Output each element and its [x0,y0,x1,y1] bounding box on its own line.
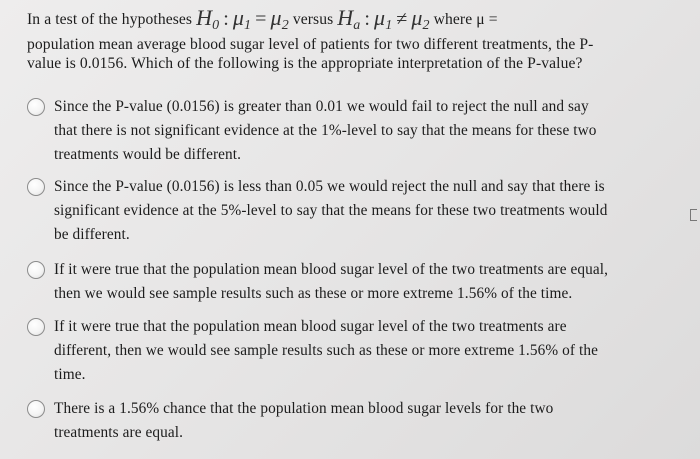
ha-mu2: μ [411,5,423,30]
radio-button-option-5[interactable] [27,400,45,418]
colon-sep-2: : [364,8,371,30]
option-3-line-1: If it were true that the population mean blood sugar level of the two treatments are equal, [54,261,609,278]
option-1-text [54,95,694,167]
h0-mu1: μ [232,5,245,30]
radio-button-option-2[interactable] [27,178,45,196]
question-prefix: In a test of the hypotheses [27,11,193,28]
question-line-3: value is 0.0156. Which of the following is the appropriate interpretation of the P-value? [27,55,583,72]
option-3-line-2: then we would see sample results such as these or more extreme 1.56% of the time. [54,285,573,302]
option-4-line-1: If it were true that the population mean blood sugar level of the two treatments are [54,318,567,335]
ha-symbol: H [337,5,354,30]
option-4-line-2: different, then we would see sample results such as these or more extreme 1.56% of the [54,342,598,359]
h0-mu1-sub: 1 [244,18,252,33]
ha-not-equal: ≠ [396,8,408,30]
question-line-1 [27,5,692,35]
option-1-line-2: that there is not significant evidence at the 1%-level to say that the means for these two [54,122,597,139]
option-2-line-1: Since the P-value (0.0156) is less than 0.05 we would reject the null and say that there is [54,178,605,195]
ha-mu1: μ [374,5,386,30]
versus-text: versus [292,11,334,28]
h0-symbol: H [196,5,213,30]
null-hypothesis [196,5,289,33]
option-1-line-1: Since the P-value (0.0156) is greater than 0.01 we would fail to reject the null and say [54,98,589,115]
radio-button-option-3[interactable] [27,261,45,279]
h0-mu2-sub: 2 [281,18,289,33]
option-2-text [54,175,694,247]
where-text: where μ = [433,11,498,28]
question-text [27,5,692,73]
radio-button-option-1[interactable] [27,98,45,116]
text-cursor-icon [690,209,697,221]
ha-subscript: a [353,18,361,33]
option-2-line-2: significant evidence at the 5%-level to say that the means for these two treatments would [54,202,608,219]
h0-mu2: μ [270,5,282,30]
option-5-line-1: There is a 1.56% chance that the population mean blood sugar levels for the two [54,400,554,417]
option-4-text [54,315,694,387]
ha-mu1-sub: 1 [385,18,393,33]
h0-subscript: 0 [212,18,220,33]
colon-sep-1: : [223,8,229,30]
option-4-line-3: time. [54,366,86,383]
question-line-2: population mean average blood sugar level of patients for two different treatments, the P- [27,36,594,53]
option-3-text [54,258,694,306]
option-1-line-3: treatments would be different. [54,146,242,163]
option-2-line-3: be different. [54,226,130,243]
option-5-line-2: treatments are equal. [54,424,184,441]
alternative-hypothesis [337,5,430,33]
radio-button-option-4[interactable] [27,318,45,336]
h0-equals: = [255,8,267,30]
ha-mu2-sub: 2 [422,18,430,33]
option-5-text [54,397,694,445]
